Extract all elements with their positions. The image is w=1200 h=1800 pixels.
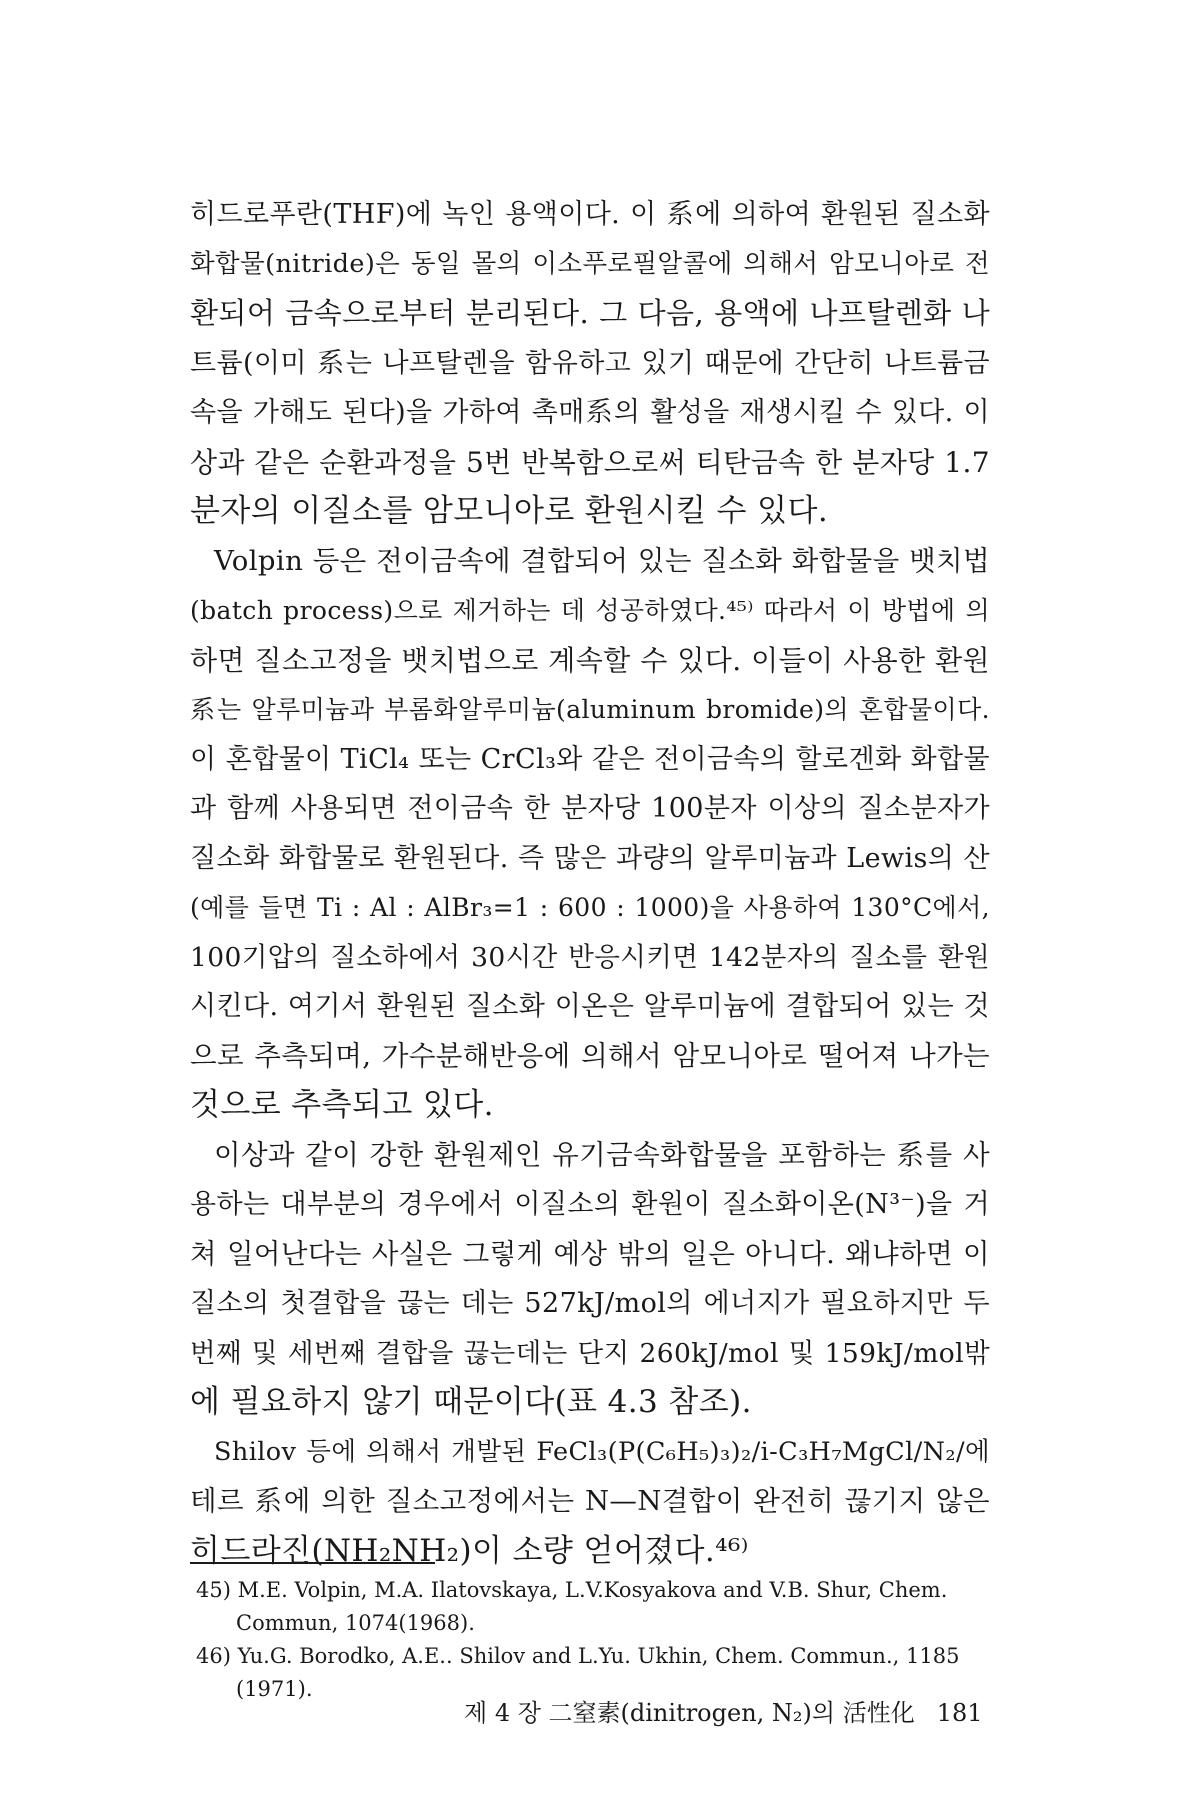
body-line: 쳐 일어난다는 사실은 그렇게 예상 밖의 일은 아니다. 왜냐하면 이 [190, 1237, 990, 1270]
body-line: 용하는 대부분의 경우에서 이질소의 환원이 질소화이온(N³⁻)을 거 [190, 1189, 990, 1220]
body-line: (예를 들면 Ti : Al : AlBr₃=1 : 600 : 1000)을 사용하여 130°C에서, [190, 893, 990, 922]
body-line: 상과 같은 순환과정을 5번 반복함으로써 티탄금속 한 분자당 1.7 [190, 445, 990, 479]
footnote-divider [190, 1562, 435, 1564]
footnote-45: 45) M.E. Volpin, M.A. Ilatovskaya, L.V.Kosyakova and V.B. Shur, Chem. [196, 1578, 948, 1602]
body-line: 과 함께 사용되면 전이금속 한 분자당 100분자 이상의 질소분자가 [190, 793, 990, 824]
body-line: (batch process)으로 제거하는 데 성공하였다.⁴⁵⁾ 따라서 이 방법에 의 [190, 596, 990, 625]
body-line: 번째 및 세번째 결합을 끊는데는 단지 260kJ/mol 및 159kJ/mol밖 [190, 1337, 990, 1369]
body-line: 트륨(이미 系는 나프탈렌을 함유하고 있기 때문에 간단히 나트륨금 [190, 347, 990, 379]
body-line: 히드로푸란(THF)에 녹인 용액이다. 이 系에 의하여 환원된 질소화 [190, 199, 990, 230]
footnote-46-continuation: (1971). [236, 1677, 313, 1701]
body-line: 질소화 화합물로 환원된다. 즉 많은 과량의 알루미늄과 Lewis의 산 [190, 842, 990, 874]
body-line: 테르 系에 의한 질소고정에서는 N—N결합이 완전히 끊기지 않은 [190, 1485, 990, 1517]
body-line: 히드라진(NH₂NH₂)이 소량 얻어졌다.⁴⁶⁾ [190, 1532, 749, 1569]
body-line: 에 필요하지 않기 때문이다(표 4.3 참조). [190, 1384, 752, 1420]
paragraph-start-line: 이상과 같이 강한 환원제인 유기금속화합물을 포함하는 系를 사 [214, 1138, 990, 1171]
body-text [190, 190, 990, 1576]
body-line: 속을 가해도 된다)을 가하여 촉매系의 활성을 재생시킬 수 있다. 이 [190, 397, 990, 428]
body-line: 화합물(nitride)은 동일 몰의 이소푸로필알콜에 의해서 암모니아로 전 [190, 248, 990, 279]
paragraph-start-line: Shilov 등에 의해서 개발된 FeCl₃(P(C₆H₅)₃)₂/i-C₃H₇MgCl/N₂/에 [214, 1436, 990, 1467]
body-line: 것으로 추측되고 있다. [190, 1087, 494, 1123]
body-line: 系는 알루미늄과 부롬화알루미늄(aluminum bromide)의 혼합물이다. [190, 695, 990, 724]
running-footer [464, 1693, 983, 1728]
body-line: 이 혼합물이 TiCl₄ 또는 CrCl₃와 같은 전이금속의 할로겐화 화합물 [190, 743, 990, 775]
body-line: 시킨다. 여기서 환원된 질소화 이온은 알루미늄에 결합되어 있는 것 [190, 991, 990, 1022]
paragraph-start-line: Volpin 등은 전이금속에 결합되어 있는 질소화 화합물을 뱃치법 [214, 544, 990, 577]
body-line: 질소의 첫결합을 끊는 데는 527kJ/mol의 에너지가 필요하지만 두 [190, 1288, 990, 1319]
body-line: 분자의 이질소를 암모니아로 환원시킬 수 있다. [190, 493, 829, 529]
body-line: 으로 추측되며, 가수분해반응에 의해서 암모니아로 떨어져 나가는 [190, 1039, 990, 1072]
body-line: 100기압의 질소하에서 30시간 반응시키면 142분자의 질소를 환원 [190, 941, 990, 973]
body-line: 환되어 금속으로부터 분리된다. 그 다음, 용액에 나프탈렌화 나 [190, 296, 990, 330]
chapter-title: 제 4 장 二窒素(dinitrogen, N₂)의 活性化 [464, 1699, 915, 1727]
page-number: 181 [936, 1699, 983, 1727]
footnote-45-continuation: Commun, 1074(1968). [236, 1611, 475, 1635]
body-line: 하면 질소고정을 뱃치법으로 계속할 수 있다. 이들이 사용한 환원 [190, 643, 990, 677]
footnote-46: 46) Yu.G. Borodko, A.E.. Shilov and L.Yu. Ukhin, Chem. Commun., 1185 [196, 1644, 960, 1668]
footnotes [196, 1574, 996, 1706]
